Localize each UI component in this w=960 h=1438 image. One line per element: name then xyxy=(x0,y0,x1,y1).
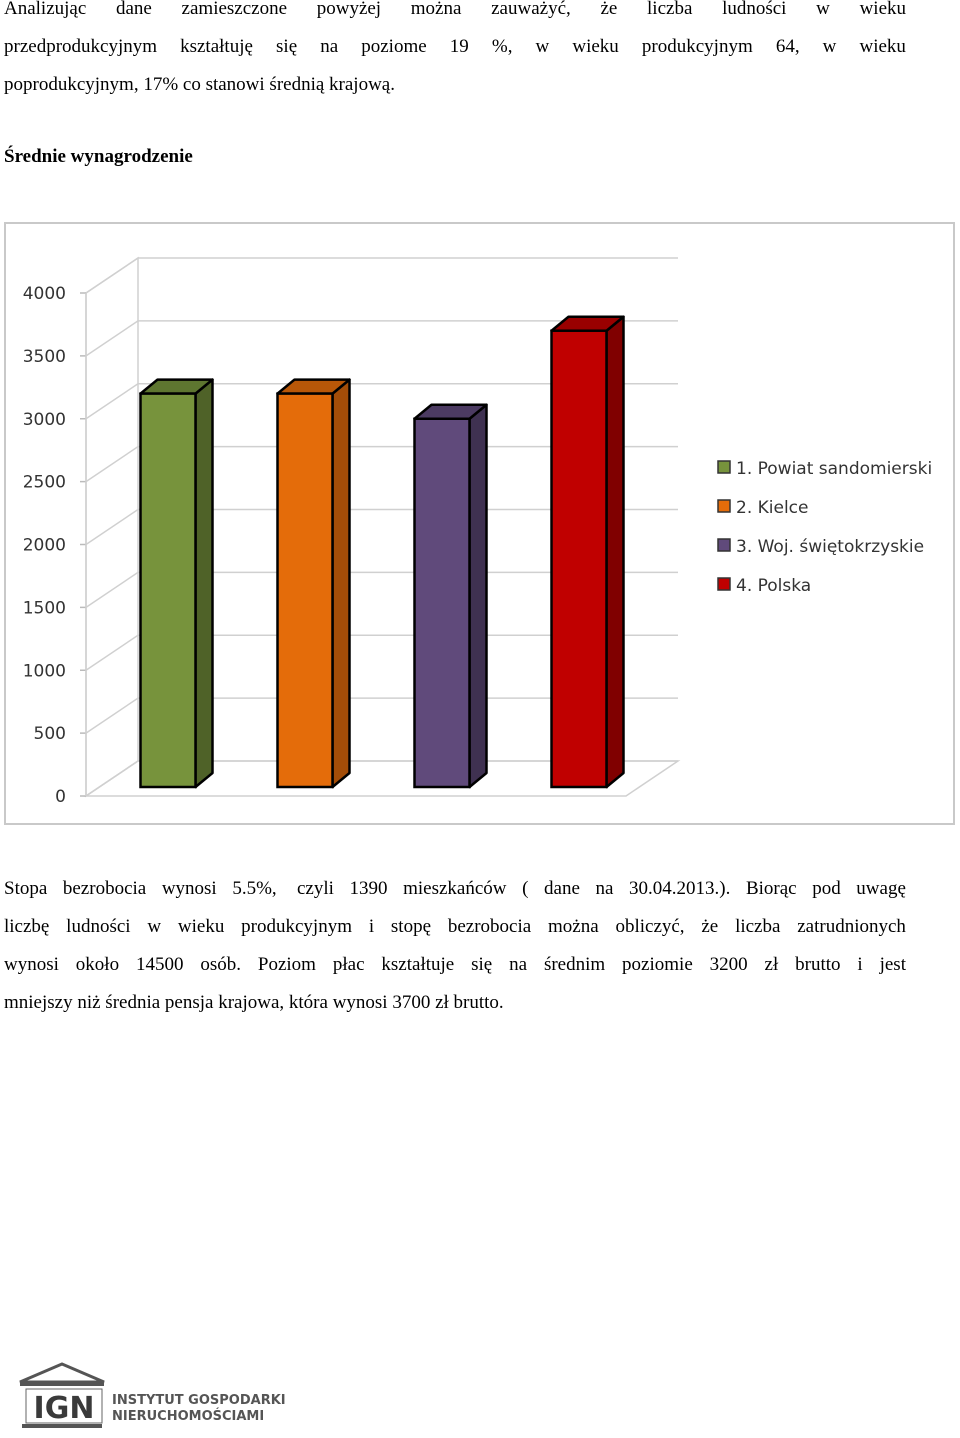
intro-word: powyżej xyxy=(316,0,382,19)
bar-side xyxy=(607,317,624,787)
outro-paragraph xyxy=(4,870,906,1022)
outro-word: w xyxy=(147,916,162,937)
bar-side xyxy=(333,380,350,787)
outro-word: obliczyć, xyxy=(615,916,685,937)
intro-line-2 xyxy=(4,28,906,66)
bar xyxy=(552,331,607,787)
legend-swatch xyxy=(718,500,730,512)
logo-letters: IGN xyxy=(33,1391,95,1426)
y-tick-label: 2500 xyxy=(22,472,66,493)
intro-line-3: poprodukcyjnym, 17% co stanowi średnią krajową. xyxy=(4,74,395,95)
outro-word: poziomie xyxy=(622,954,693,975)
outro-word: czyli xyxy=(292,878,334,899)
outro-word: 30.04.2013.). xyxy=(629,878,731,899)
salary-chart-svg xyxy=(6,224,957,827)
intro-word: zauważyć, xyxy=(491,0,571,19)
y-tick-label: 0 xyxy=(55,787,66,807)
intro-word: 64, xyxy=(775,36,800,57)
section-heading: Średnie wynagrodzenie xyxy=(4,146,193,167)
legend-label: 2. Kielce xyxy=(736,498,809,518)
outro-word: ( xyxy=(522,878,529,899)
outro-word: kształtuje xyxy=(381,954,455,975)
outro-line-2 xyxy=(4,908,906,946)
intro-word: Analizując xyxy=(4,0,87,19)
outro-word: Biorąc xyxy=(745,878,797,899)
outro-word: wynosi xyxy=(4,954,59,975)
outro-word: jest xyxy=(879,954,906,975)
intro-word: w xyxy=(816,0,830,19)
outro-word: się xyxy=(471,954,493,975)
outro-word: dane xyxy=(544,878,580,899)
intro-word: dane xyxy=(115,0,152,19)
outro-word: zł xyxy=(764,954,779,975)
outro-word: pod xyxy=(812,878,841,899)
y-tick-label: 1500 xyxy=(22,598,66,619)
outro-word: bezrobocia xyxy=(447,916,532,937)
outro-word: Stopa xyxy=(4,878,48,899)
legend-label: 3. Woj. świętokrzyskie xyxy=(736,537,925,557)
outro-word: brutto xyxy=(795,954,841,975)
y-tick-label: 4000 xyxy=(22,284,66,304)
outro-word: 14500 xyxy=(135,954,184,975)
outro-word: stopę xyxy=(390,916,432,937)
outro-word: liczbę xyxy=(4,916,50,937)
bar-side xyxy=(470,405,487,787)
intro-word: na xyxy=(320,36,339,57)
outro-word: wieku xyxy=(177,916,225,937)
intro-word: zamieszczone xyxy=(181,0,288,19)
ign-logo xyxy=(16,1362,286,1432)
intro-word: w xyxy=(822,36,837,57)
y-tick-label: 2000 xyxy=(22,535,66,556)
outro-word: można xyxy=(547,916,599,937)
outro-word: bezrobocia xyxy=(62,878,147,899)
outro-word: 3200 xyxy=(709,954,748,975)
intro-word: można xyxy=(410,0,462,19)
outro-word: że xyxy=(701,916,719,937)
intro-word: wieku xyxy=(859,36,906,57)
intro-word: ludności xyxy=(722,0,787,19)
outro-word: 5.5%, xyxy=(232,878,277,899)
intro-word: się xyxy=(276,36,298,57)
outro-word: średnim xyxy=(543,954,606,975)
outro-word: płac xyxy=(332,954,365,975)
y-tick-label: 3500 xyxy=(22,346,66,367)
outro-word: uwagę xyxy=(856,878,906,899)
logo-org-line-1: INSTYTUT GOSPODARKI xyxy=(112,1393,286,1408)
intro-word: że xyxy=(600,0,618,19)
intro-word: produkcyjnym xyxy=(641,36,753,57)
bar-side xyxy=(196,380,213,787)
bar xyxy=(141,394,196,787)
intro-word: poziome xyxy=(361,36,427,57)
intro-word: wieku xyxy=(859,0,906,19)
outro-word: osób. xyxy=(200,954,242,975)
outro-line-3 xyxy=(4,946,906,984)
outro-word: i xyxy=(368,916,375,937)
outro-word: mieszkańców xyxy=(403,878,507,899)
outro-word: około xyxy=(75,954,120,975)
legend-swatch xyxy=(718,578,730,590)
bar xyxy=(415,419,470,787)
intro-word: 19 xyxy=(449,36,469,57)
outro-word: liczba xyxy=(735,916,781,937)
outro-word: na xyxy=(509,954,528,975)
legend-swatch xyxy=(718,539,730,551)
intro-word: %, xyxy=(491,36,513,57)
outro-word: i xyxy=(857,954,863,975)
intro-word: kształtuję xyxy=(180,36,253,57)
y-tick-label: 1000 xyxy=(22,661,66,682)
salary-chart xyxy=(4,222,955,825)
outro-line-1 xyxy=(4,870,906,908)
intro-word: przedprodukcyjnym xyxy=(4,36,158,57)
bar xyxy=(278,394,333,787)
outro-word: Poziom xyxy=(257,954,316,975)
outro-word: wynosi xyxy=(161,878,217,899)
outro-word: na xyxy=(595,878,614,899)
outro-word: zatrudnionych xyxy=(797,916,906,937)
outro-word: ludności xyxy=(66,916,131,937)
intro-word: wieku xyxy=(572,36,619,57)
outro-line-4: mniejszy niż średnia pensja krajowa, która wynosi 3700 zł brutto. xyxy=(4,992,504,1013)
intro-word: w xyxy=(535,36,550,57)
logo-org-line-2: NIERUCHOMOŚCIAMI xyxy=(112,1409,265,1424)
y-tick-label: 3000 xyxy=(22,409,66,430)
intro-line-1 xyxy=(4,0,906,28)
legend-label: 1. Powiat sandomierski xyxy=(736,459,933,479)
intro-word: liczba xyxy=(647,0,693,19)
outro-word: produkcyjnym xyxy=(241,916,352,937)
legend-label: 4. Polska xyxy=(736,576,812,596)
intro-paragraph xyxy=(4,0,906,104)
legend-swatch xyxy=(718,461,730,473)
y-tick-label: 500 xyxy=(33,724,66,745)
gridline xyxy=(86,258,678,293)
outro-word: 1390 xyxy=(349,878,388,899)
